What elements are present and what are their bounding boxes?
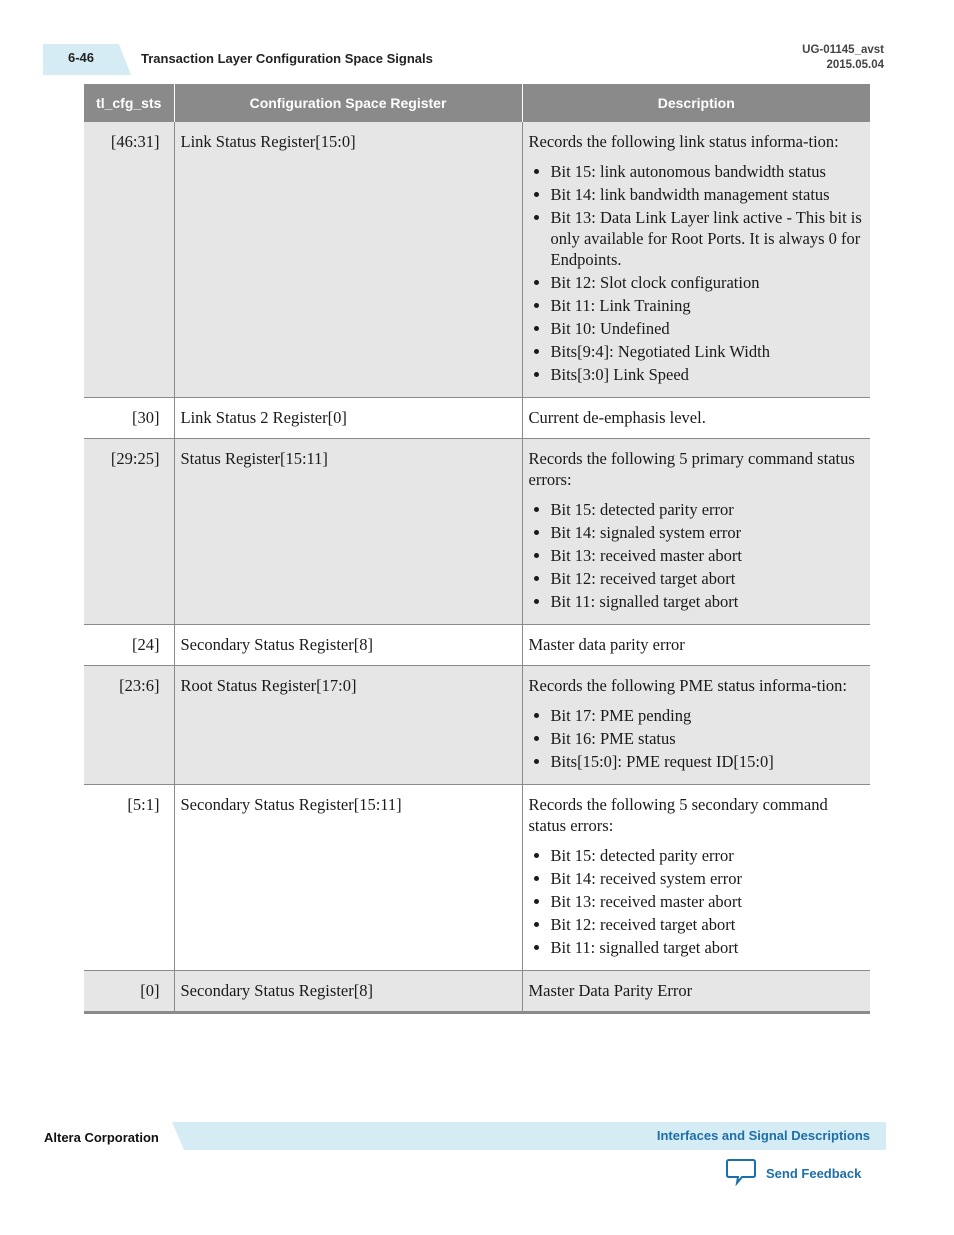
- bit-list-item: • Bits[9:4]: Negotiated Link Width: [551, 341, 865, 362]
- bit-range: [24]: [132, 635, 160, 654]
- column-header-signal: tl_cfg_sts: [84, 84, 174, 122]
- company-name: Altera Corporation: [44, 1130, 159, 1145]
- bit-range: [30]: [132, 408, 160, 427]
- description-text: Records the following 5 secondary command status errors:: [528, 795, 828, 835]
- speech-bubble-icon: [726, 1158, 756, 1189]
- register-name: Status Register[15:11]: [174, 439, 522, 625]
- table-row: [84, 971, 870, 1013]
- bit-list: [529, 845, 865, 958]
- column-header-register: Configuration Space Register: [174, 84, 522, 122]
- table-row: [84, 666, 870, 785]
- document-meta: [802, 43, 884, 73]
- bit-list-item: • Bit 12: received target abort: [551, 568, 865, 589]
- bit-range: [5:1]: [127, 795, 160, 814]
- description-cell: [522, 398, 870, 439]
- bit-list-item: • Bit 14: signaled system error: [551, 522, 865, 543]
- description-cell: [522, 785, 870, 971]
- description-text: Records the following link status informa-tion:: [528, 132, 839, 151]
- bit-list-item: • Bit 11: Link Training: [551, 295, 865, 316]
- table-row: [84, 625, 870, 666]
- bit-list-item: • Bit 15: detected parity error: [551, 499, 865, 520]
- register-name: Link Status Register[15:0]: [174, 122, 522, 398]
- description-text: Records the following PME status informa-tion:: [528, 676, 848, 695]
- bit-list: [529, 499, 865, 612]
- send-feedback-label: Send Feedback: [766, 1165, 862, 1181]
- bit-list-item: • Bit 13: received master abort: [551, 891, 865, 912]
- column-header-description: Description: [522, 84, 870, 122]
- table-row: [84, 122, 870, 398]
- bit-list-item: • Bit 14: link bandwidth management status: [551, 184, 865, 205]
- table-row: [84, 785, 870, 971]
- description-cell: [522, 122, 870, 398]
- bit-range: [46:31]: [84, 122, 174, 398]
- bit-range: [29:25]: [84, 439, 174, 625]
- bit-list-item: • Bit 14: received system error: [551, 868, 865, 889]
- description-text: Current de-emphasis level.: [528, 408, 706, 427]
- register-name: Secondary Status Register[8]: [174, 971, 522, 1013]
- description-cell: [522, 666, 870, 785]
- send-feedback-link[interactable]: [726, 1158, 861, 1188]
- table-header-row: [84, 84, 870, 122]
- table-row: [84, 398, 870, 439]
- section-title: Transaction Layer Configuration Space Signals: [141, 51, 433, 66]
- chapter-link[interactable]: Interfaces and Signal Descriptions: [656, 1128, 870, 1143]
- register-name: Root Status Register[17:0]: [174, 666, 522, 785]
- register-name: Secondary Status Register[15:11]: [174, 785, 522, 971]
- bit-list-item: • Bits[15:0]: PME request ID[15:0]: [551, 751, 865, 772]
- description-text: Records the following 5 primary command status errors:: [528, 449, 855, 489]
- description-cell: [522, 971, 870, 1013]
- register-name: Link Status 2 Register[0]: [174, 398, 522, 439]
- bit-list-item: • Bit 13: received master abort: [551, 545, 865, 566]
- description-cell: [522, 625, 870, 666]
- description-text: Master Data Parity Error: [528, 981, 693, 1000]
- bit-list-item: • Bit 17: PME pending: [551, 705, 865, 726]
- bit-list-item: • Bit 12: Slot clock configuration: [551, 272, 865, 293]
- bit-list-item: • Bit 10: Undefined: [551, 318, 865, 339]
- document-date: 2015.05.04: [826, 59, 884, 71]
- document-id: UG-01145_avst: [802, 44, 884, 56]
- bit-list-item: • Bit 16: PME status: [551, 728, 865, 749]
- bit-list-item: • Bit 15: detected parity error: [551, 845, 865, 866]
- register-name: Secondary Status Register[8]: [174, 625, 522, 666]
- description-text: Master data parity error: [528, 635, 685, 654]
- bit-list-item: • Bits[3:0] Link Speed: [551, 364, 865, 385]
- description-cell: [522, 439, 870, 625]
- register-table: [84, 84, 870, 1014]
- bit-range: [23:6]: [84, 666, 174, 785]
- bit-list-item: • Bit 11: signalled target abort: [551, 591, 865, 612]
- bit-list-item: • Bit 15: link autonomous bandwidth status: [551, 161, 865, 182]
- page-number: 6-46: [67, 50, 95, 65]
- bit-list: [529, 161, 865, 385]
- bit-range: [0]: [84, 971, 174, 1013]
- table-row: [84, 439, 870, 625]
- bit-list-item: • Bit 11: signalled target abort: [551, 937, 865, 958]
- bit-list-item: • Bit 13: Data Link Layer link active - This bit is only available for Root Ports. It is always 0 for Endpoints.: [551, 207, 865, 270]
- bit-list: [529, 705, 865, 772]
- bit-list-item: • Bit 12: received target abort: [551, 914, 865, 935]
